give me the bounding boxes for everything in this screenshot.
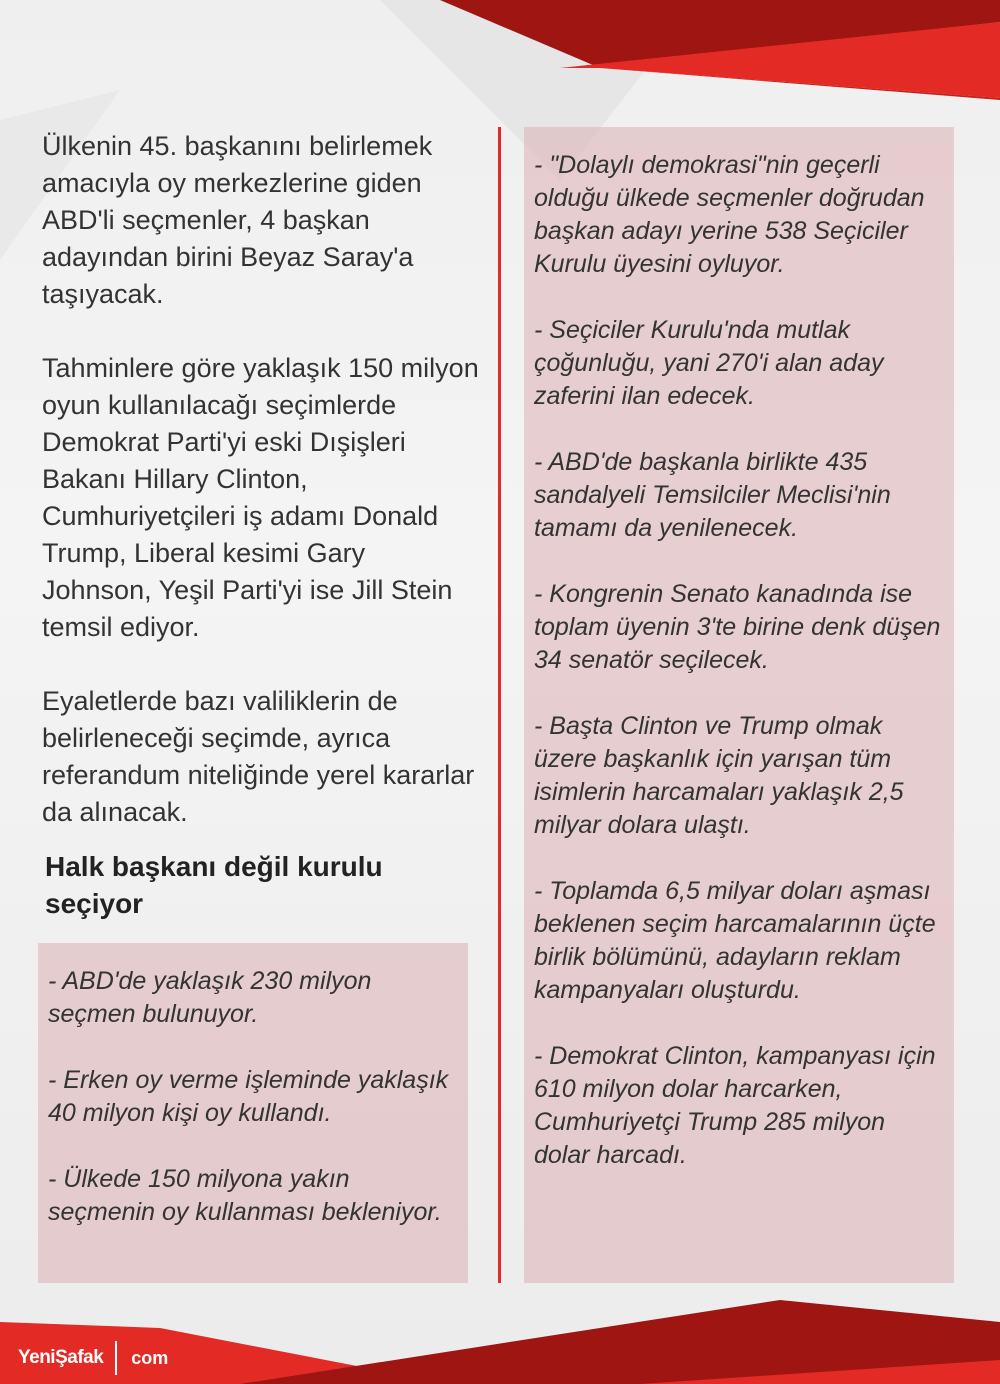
fact-item: - Toplamda 6,5 milyar doları aşması beklenen seçim harcamalarının üçte birlik bölümünü, adayların reklam kampanyaları oluşturdu. (534, 877, 936, 1004)
fact-item: - Kongrenin Senato kanadında ise toplam üyenin 3'te birine denk düşen 34 senatör seçilecek. (534, 580, 941, 674)
column-divider (498, 127, 501, 1283)
main-paragraph: Eyaletlerde bazı valiliklerin de belirleneceği seçimde, ayrıca referandum niteliğinde yerel kararlar da alınacak. (42, 686, 475, 827)
brand-name: YeniŞafak (18, 1347, 104, 1368)
main-paragraph: Ülkenin 45. başkanını belirlemek amacıyla oy merkezlerine giden ABD'li seçmenler, 4 başkan adayından birini Beyaz Saray'a taşıyacak. (42, 131, 433, 309)
logo-separator (115, 1341, 117, 1375)
fact-item: - Erken oy verme işleminde yaklaşık 40 milyon kişi oy kullandı. (48, 1066, 449, 1127)
footer-logo (18, 1344, 168, 1372)
fact-item: - ABD'de yaklaşık 230 milyon seçmen bulunuyor. (48, 967, 372, 1028)
fact-item: - "Dolaylı demokrasi"nin geçerli olduğu ülkede seçmenler doğrudan başkan adayı yerine 538 Seçiciler Kurulu üyesini oyluyor. (534, 151, 925, 278)
section-title: Halk başkanı değil kurulu seçiyor (45, 851, 383, 919)
fact-item: - Ülkede 150 milyona yakın seçmenin oy kullanması bekleniyor. (48, 1165, 442, 1226)
main-text (42, 128, 482, 868)
fact-item: - Başta Clinton ve Trump olmak üzere başkanlık için yarışan tüm isimlerin harcamaları yaklaşık 2,5 milyar dolara ulaştı. (534, 712, 904, 839)
right-facts-box (524, 127, 954, 1283)
left-facts-box (38, 943, 468, 1283)
fact-item: - ABD'de başkanla birlikte 435 sandalyeli Temsilciler Meclisi'nin tamamı da yenilenecek. (534, 448, 891, 542)
main-paragraph: Tahminlere göre yaklaşık 150 milyon oyun kullanılacağı seçimlerde Demokrat Parti'yi eski Dışişleri Bakanı Hillary Clinton, Cumhuriyetçileri iş adamı Donald Trump, Liberal kesimi Gary Johnson, Yeşil Parti'yi ise Jill Stein temsil ediyor. (42, 353, 479, 642)
brand-domain: com (131, 1347, 169, 1368)
fact-item: - Seçiciler Kurulu'nda mutlak çoğunluğu, yani 270'i alan aday zaferini ilan edecek. (534, 316, 884, 410)
fact-item: - Demokrat Clinton, kampanyası için 610 milyon dolar harcarken, Cumhuriyetçi Trump 285 milyon dolar harcadı. (534, 1042, 936, 1169)
